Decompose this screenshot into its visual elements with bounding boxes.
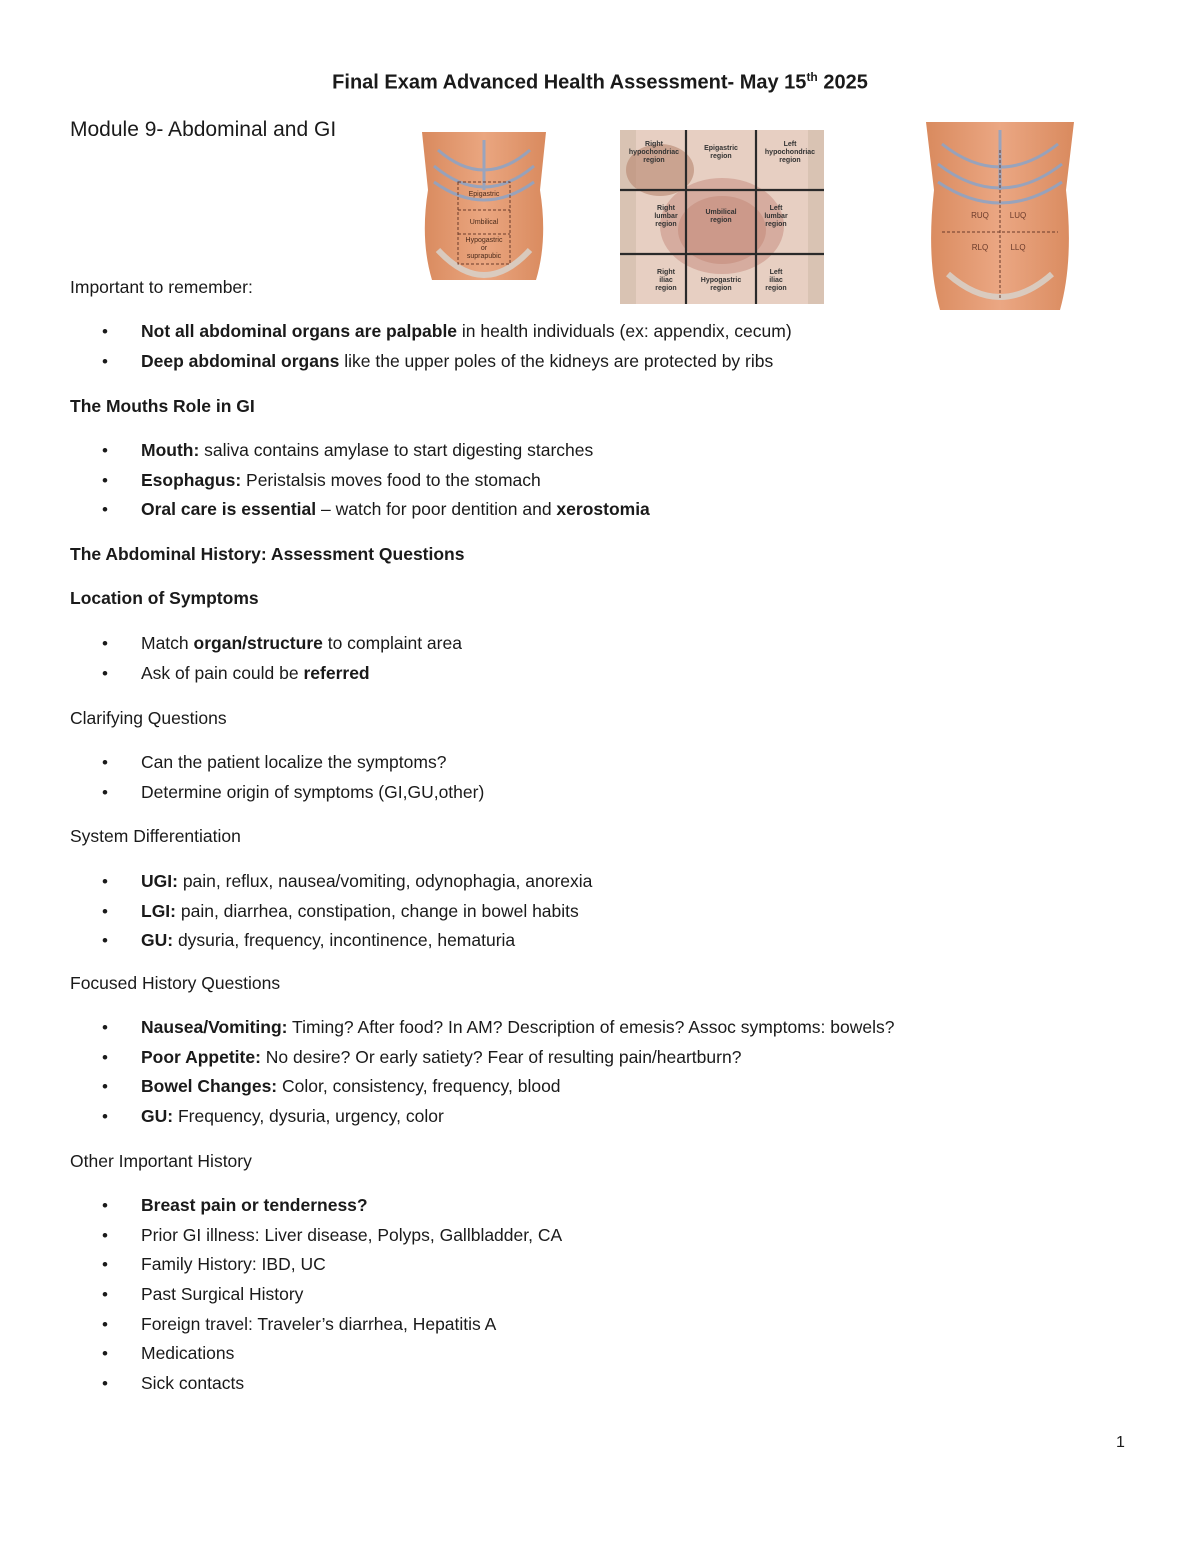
left-lumbar-line-3: region: [765, 221, 787, 228]
location-list: [70, 629, 462, 688]
item-text: Timing? After food? In AM? Description of emesis? Assoc symptoms: bowels?: [287, 1017, 895, 1037]
right-lumbar-line-2: lumbar: [654, 213, 678, 220]
item-text: pain, reflux, nausea/vomiting, odynophagia, anorexia: [177, 871, 593, 891]
right-iliac-line-3: region: [655, 285, 677, 292]
mouth-heading: The Mouths Role in GI: [70, 396, 255, 416]
item-text: Prior GI illness: Liver disease, Polyps, Gallbladder, CA: [141, 1224, 563, 1245]
umbilical-line-2: region: [710, 217, 732, 224]
list-item: [70, 926, 592, 956]
right-lumbar-line-1: Right: [657, 205, 675, 212]
item-bold: LGI:: [141, 900, 176, 921]
right-iliac-line-2: iliac: [659, 277, 673, 284]
item-text: pain, diarrhea, constipation, change in bowel habits: [176, 900, 579, 921]
item-bold: Esophagus:: [141, 469, 242, 490]
clarifying-label: Clarifying Questions: [70, 708, 227, 728]
or-label: or: [480, 245, 488, 252]
ruq-label: RUQ: [971, 211, 989, 220]
mouth-list: [70, 436, 650, 525]
abdomen-nine-region-figure: [620, 130, 824, 304]
list-item: [70, 778, 484, 808]
item-bold: Mouth:: [141, 440, 200, 460]
page-title: [0, 70, 1200, 95]
left-hypochondriac-line-3: region: [779, 157, 801, 164]
luq-label: LUQ: [1009, 211, 1027, 220]
system-list: [70, 867, 592, 956]
list-item: [70, 1310, 562, 1340]
rlq-label: RLQ: [971, 243, 989, 252]
item-text: to complaint area: [322, 633, 462, 653]
history-heading: The Abdominal History: Assessment Questions: [70, 544, 465, 564]
item-text: in health individuals (ex: appendix, cecum): [457, 321, 792, 341]
left-iliac-line-3: region: [765, 285, 787, 292]
item-text: dysuria, frequency, incontinence, hematuria: [173, 930, 516, 951]
other-label: Other Important History: [70, 1151, 252, 1171]
llq-label: LLQ: [1010, 243, 1026, 252]
item-text: Peristalsis moves food to the stomach: [241, 469, 541, 490]
item-text: Family History: IBD, UC: [141, 1254, 326, 1275]
item-text: Can the patient localize the symptoms?: [141, 752, 447, 772]
item-text: Foreign travel: Traveler’s diarrhea, Hepatitis A: [141, 1313, 497, 1334]
other-list: [70, 1191, 562, 1399]
list-item: [70, 1339, 562, 1369]
list-item: [70, 748, 484, 778]
system-label: System Differentiation: [70, 826, 241, 846]
item-text: Sick contacts: [141, 1373, 245, 1394]
left-hypochondriac-line-1: Left: [783, 141, 797, 148]
item-bold: xerostomia: [556, 499, 650, 520]
item-bold: Nausea/Vomiting:: [141, 1017, 288, 1037]
hypogastric-line-1: Hypogastric: [700, 277, 742, 284]
umbilical-line-1: Umbilical: [705, 209, 737, 216]
title-year: 2025: [817, 71, 868, 94]
abdomen-four-quadrant-figure: [922, 120, 1078, 314]
item-text: Past Surgical History: [141, 1284, 304, 1305]
right-hypochondriac-line-3: region: [643, 157, 665, 164]
umbilical-label: Umbilical: [469, 219, 499, 226]
item-text: No desire? Or early satiety? Fear of resulting pain/heartburn?: [260, 1046, 742, 1067]
item-text: Medications: [141, 1343, 235, 1364]
clarifying-list: [70, 748, 484, 807]
item-bold: UGI:: [141, 871, 178, 891]
list-item: [70, 629, 462, 659]
item-bold: Not all abdominal organs are palpable: [141, 321, 458, 341]
list-item: [70, 436, 650, 466]
epigastric-line-1: Epigastric: [704, 145, 738, 152]
list-item: [70, 1191, 562, 1221]
list-item: [70, 347, 792, 377]
item-bold: organ/structure: [193, 633, 323, 653]
list-item: [70, 1102, 894, 1132]
hypogastric-line-2: region: [710, 285, 732, 292]
list-item: [70, 659, 462, 689]
item-bold: referred: [303, 662, 370, 683]
focused-list: [70, 1013, 894, 1132]
title-text: Final Exam Advanced Health Assessment- May 15: [332, 71, 807, 94]
list-item: [70, 466, 650, 496]
item-bold: GU:: [141, 1106, 174, 1127]
right-hypochondriac-line-1: Right: [645, 141, 663, 148]
left-hypochondriac-line-2: hypochondriac: [764, 149, 816, 156]
page-number: 1: [1116, 1434, 1125, 1451]
list-item: [70, 1250, 562, 1280]
list-item: [70, 1072, 894, 1102]
right-iliac-line-1: Right: [657, 269, 675, 276]
focused-label: Focused History Questions: [70, 973, 281, 993]
item-text: Match: [141, 633, 194, 653]
list-item: [70, 1280, 562, 1310]
hypogastric-label: Hypogastric: [465, 237, 503, 244]
item-text: saliva contains amylase to start digesting starches: [199, 440, 594, 460]
item-bold: Bowel Changes:: [141, 1076, 278, 1097]
item-text: – watch for poor dentition and: [316, 499, 557, 520]
left-iliac-line-2: iliac: [769, 277, 783, 284]
item-bold: GU:: [141, 930, 174, 951]
important-list: [70, 317, 792, 376]
location-heading: Location of Symptoms: [70, 588, 259, 608]
epigastric-line-2: region: [710, 153, 732, 160]
list-item: [70, 897, 592, 927]
list-item: [70, 1043, 894, 1073]
title-superscript: th: [806, 70, 818, 84]
list-item: [70, 867, 592, 897]
right-hypochondriac-line-2: hypochondriac: [628, 149, 680, 156]
item-bold: Poor Appetite:: [141, 1046, 261, 1067]
module-title: Module 9- Abdominal and GI: [70, 118, 337, 141]
list-item: [70, 1221, 562, 1251]
suprapubic-label: suprapubic: [466, 253, 502, 260]
left-lumbar-line-2: lumbar: [764, 213, 788, 220]
list-item: [70, 495, 650, 525]
list-item: [70, 1013, 894, 1043]
abdomen-three-region-figure: [408, 130, 560, 292]
epigastric-label: Epigastric: [468, 191, 500, 198]
item-text: Color, consistency, frequency, blood: [277, 1076, 561, 1097]
item-text: Ask of pain could be: [141, 662, 304, 683]
left-iliac-line-1: Left: [769, 269, 783, 276]
item-bold: Breast pain or tenderness?: [141, 1195, 368, 1215]
item-text: like the upper poles of the kidneys are protected by ribs: [339, 350, 774, 371]
right-lumbar-line-3: region: [655, 221, 677, 228]
important-label: Important to remember:: [70, 277, 253, 297]
left-lumbar-line-1: Left: [769, 205, 783, 212]
list-item: [70, 1369, 562, 1399]
item-text: Determine origin of symptoms (GI,GU,other): [141, 781, 485, 802]
item-text: Frequency, dysuria, urgency, color: [173, 1106, 444, 1127]
item-bold: Oral care is essential: [141, 499, 317, 520]
list-item: [70, 317, 792, 347]
item-bold: Deep abdominal organs: [141, 350, 340, 371]
